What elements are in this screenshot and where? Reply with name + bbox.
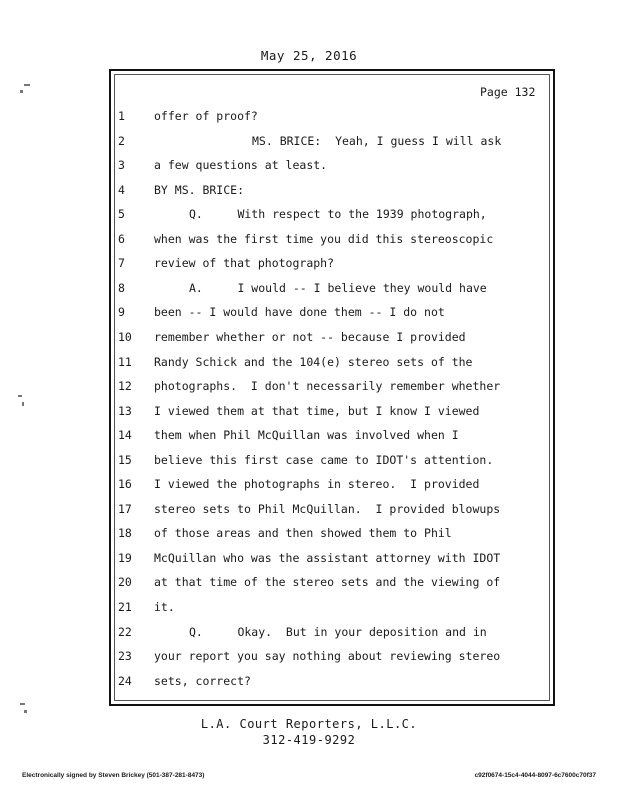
transcript-line — [0, 500, 618, 518]
transcript-line — [0, 672, 618, 690]
line-text: when was the first time you did this stereoscopic — [154, 231, 494, 246]
line-number: 18 — [118, 526, 132, 541]
scan-speck — [24, 710, 27, 713]
transcript-line — [0, 254, 618, 272]
transcript-line — [0, 377, 618, 395]
line-number: 19 — [118, 550, 132, 565]
transcript-line — [0, 132, 618, 150]
scan-speck — [20, 90, 23, 93]
transcript-line — [0, 181, 618, 199]
scan-speck — [18, 395, 22, 397]
transcript-date: May 25, 2016 — [260, 48, 358, 63]
transcript-line — [0, 549, 618, 567]
line-number: 23 — [118, 649, 132, 664]
transcript-line — [0, 426, 618, 444]
transcript-line — [0, 402, 618, 420]
transcript-line — [0, 328, 618, 346]
line-text: at that time of the stereo sets and the viewing of — [154, 575, 501, 590]
line-text: Q. Okay. But in your deposition and in — [189, 624, 487, 639]
scan-speck — [22, 402, 24, 406]
transcript-line — [0, 279, 618, 297]
line-text: I viewed them at that time, but I know I viewed — [154, 403, 480, 418]
scan-speck — [24, 84, 30, 86]
line-number: 1 — [118, 109, 125, 123]
transcript-line — [0, 451, 618, 469]
transcript-line — [0, 598, 618, 616]
transcript-line — [0, 623, 618, 641]
line-text: a few questions at least. — [154, 158, 328, 173]
line-text: it. — [154, 600, 175, 614]
line-text: stereo sets to Phil McQuillan. I provided blowups — [154, 501, 501, 516]
line-text: remember whether or not -- because I provided — [154, 329, 466, 344]
line-text: your report you say nothing about reviewing stereo — [154, 649, 501, 664]
transcript-line — [0, 230, 618, 248]
transcript-line — [0, 156, 618, 174]
line-number: 3 — [118, 158, 125, 173]
line-text: believe this first case came to IDOT's attention. — [154, 452, 494, 467]
line-text: photographs. I don't necessarily remember whether — [154, 379, 501, 394]
line-text: been -- I would have done them -- I do not — [154, 305, 445, 320]
document-hash: c92f0674-15c4-4044-8097-6c7600c70f37 — [474, 772, 596, 779]
transcript-line — [0, 524, 618, 542]
line-number: 16 — [118, 477, 132, 492]
line-number: 10 — [118, 329, 132, 344]
transcript-line — [0, 205, 618, 223]
court-reporter-phone: 312-419-9292 — [262, 733, 356, 747]
transcript-line — [0, 303, 618, 321]
line-number: 17 — [118, 501, 132, 516]
transcript-line — [0, 107, 618, 125]
line-number: 14 — [118, 428, 132, 443]
page-number: Page 132 — [480, 85, 536, 99]
line-text: BY MS. BRICE: — [154, 182, 245, 197]
transcript-line — [0, 475, 618, 493]
line-text: A. I would -- I believe they would have — [189, 280, 487, 295]
line-number: 2 — [118, 133, 125, 148]
line-number: 22 — [118, 624, 132, 639]
line-number: 15 — [118, 452, 132, 467]
line-number: 12 — [118, 379, 132, 394]
line-number: 7 — [118, 256, 125, 271]
line-number: 13 — [118, 403, 132, 418]
line-text: them when Phil McQuillan was involved when I — [154, 428, 459, 443]
line-text: I viewed the photographs in stereo. I provided — [154, 477, 480, 492]
transcript-line — [0, 573, 618, 591]
line-number: 4 — [118, 182, 125, 197]
line-text: of those areas and then showed them to Phil — [154, 526, 452, 541]
line-number: 8 — [118, 280, 125, 295]
line-number: 6 — [118, 231, 125, 246]
scan-speck — [20, 703, 25, 705]
line-number: 20 — [118, 575, 132, 590]
court-reporter-name: L.A. Court Reporters, L.L.C. — [200, 717, 418, 731]
electronic-signature-note: Electronically signed by Steven Brickey (501-387-281-8473) — [22, 772, 205, 779]
line-number: 5 — [118, 207, 125, 222]
line-number: 11 — [118, 354, 132, 369]
line-text: sets, correct? — [154, 673, 251, 688]
line-text: review of that photograph? — [154, 256, 335, 271]
line-text: Q. With respect to the 1939 photograph, — [189, 207, 487, 222]
line-number: 21 — [118, 600, 132, 614]
line-text: McQuillan who was the assistant attorney with IDOT — [154, 550, 501, 565]
transcript-line — [0, 353, 618, 371]
line-number: 9 — [118, 305, 125, 320]
transcript-line — [0, 647, 618, 665]
line-number: 24 — [118, 673, 132, 688]
line-text: MS. BRICE: Yeah, I guess I will ask — [252, 133, 502, 148]
line-text: offer of proof? — [154, 109, 258, 123]
line-text: Randy Schick and the 104(e) stereo sets of the — [154, 354, 473, 369]
